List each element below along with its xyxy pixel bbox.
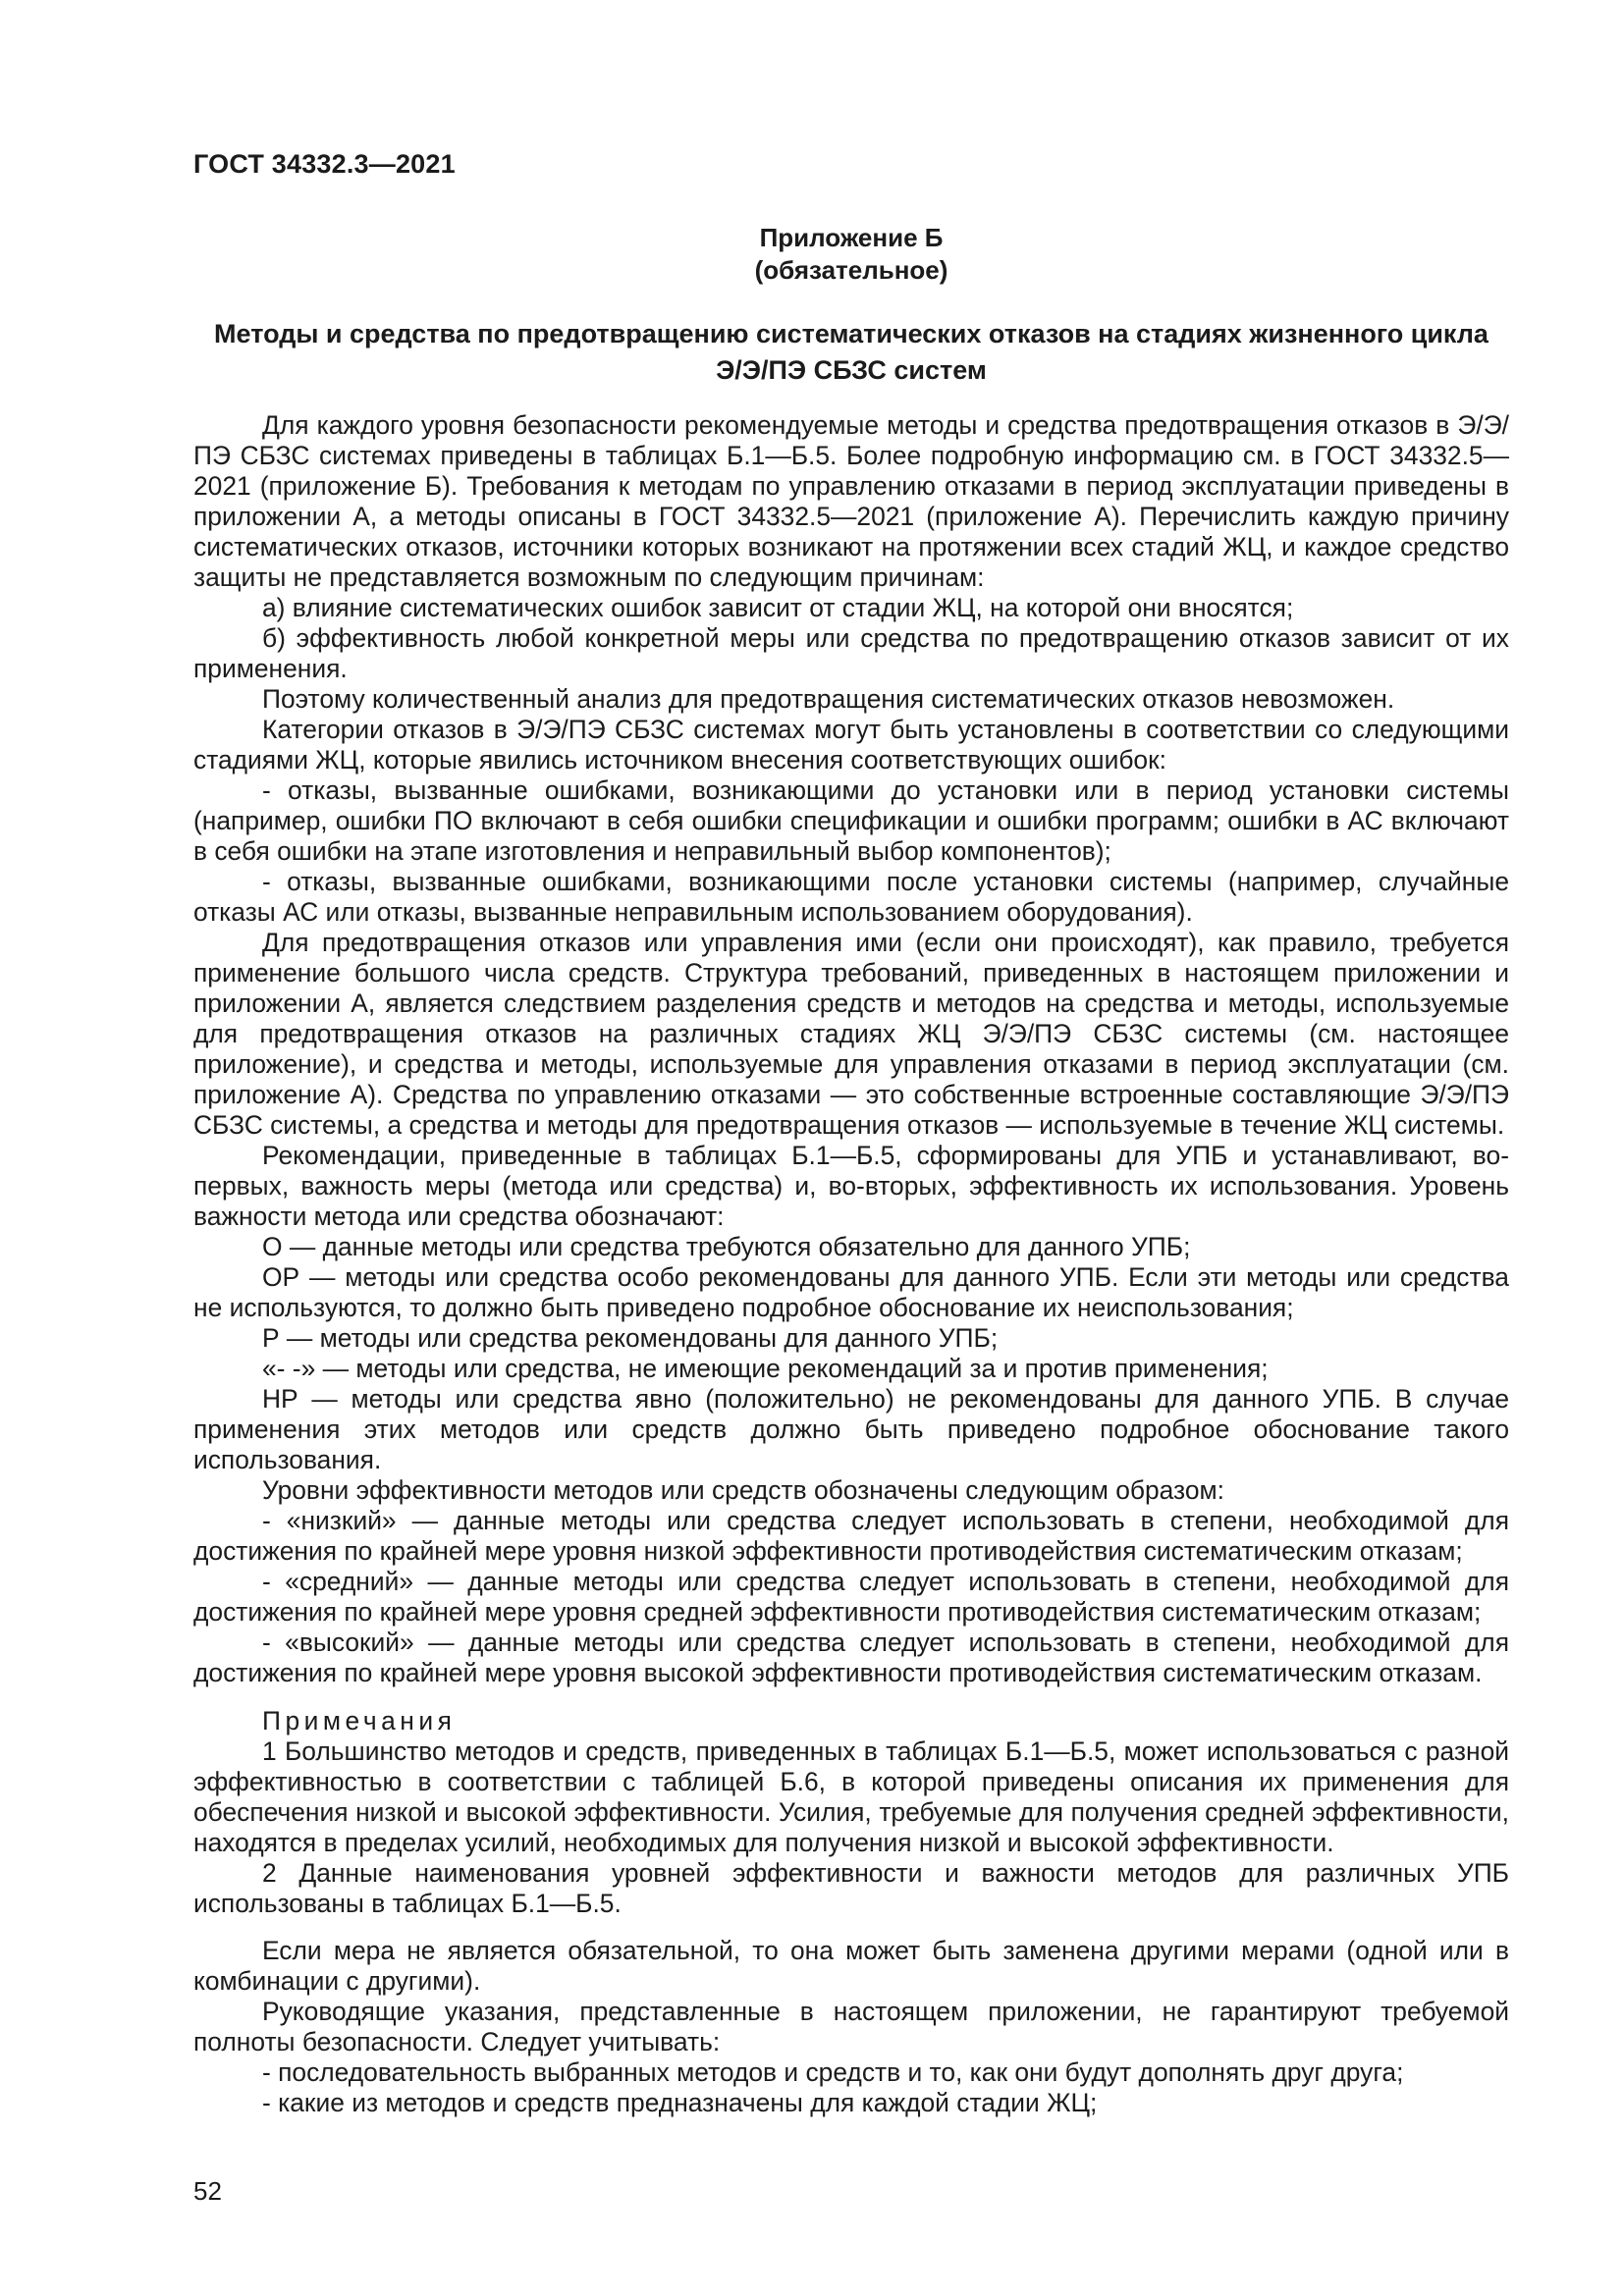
body-paragraph: Уровни эффективности методов или средств обозначены следующим образом: bbox=[262, 1475, 1225, 1505]
document-code-header: ГОСТ 34332.3—2021 bbox=[193, 149, 456, 179]
body-paragraph: - «высокий» — данные методы или средства следует использовать в степени, необходимой для достижения по крайней мере уровня высокой эффективности противодействия систематическим отказам. bbox=[193, 1628, 1509, 1687]
body-paragraph: Если мера не является обязательной, то она может быть заменена другими мерами (одной или в комбинации с другими). bbox=[193, 1936, 1509, 1996]
body-paragraph: Руководящие указания, представленные в настоящем приложении, не гарантируют требуемой полноты безопасности. Следует учитывать: bbox=[193, 1997, 1509, 2056]
body-paragraph: - «низкий» — данные методы или средства следует использовать в степени, необходимой для достижения по крайней мере уровня низкой эффективности противодействия систематическим отказам; bbox=[193, 1506, 1509, 1566]
note-item: 2 Данные наименования уровней эффективности и важности методов для различных УПБ использованы в таблицах Б.1—Б.5. bbox=[193, 1858, 1509, 1918]
body-paragraph: О — данные методы или средства требуются обязательно для данного УПБ; bbox=[262, 1232, 1191, 1261]
body-paragraph: «- -» — методы или средства, не имеющие рекомендаций за и против применения; bbox=[262, 1354, 1269, 1383]
annex-status: (обязательное) bbox=[754, 255, 948, 285]
body-paragraph: - «средний» — данные методы или средства следует использовать в степени, необходимой для достижения по крайней мере уровня средней эффективности противодействия систематическим отказам; bbox=[193, 1567, 1509, 1627]
annex-title: Приложение Б bbox=[759, 223, 944, 252]
note-item: 1 Большинство методов и средств, приведенных в таблицах Б.1—Б.5, может использоваться с разной эффективностью в соответствии с таблицей Б.6, в которой приведены описания их применения для обеспечения низкой и высокой эффективности. Усилия, требуемые для получения средней эффективности, находятся в пределах усилий, необходимых для получения низкой и высокой эффективности. bbox=[193, 1736, 1509, 1857]
body-paragraph: Рекомендации, приведенные в таблицах Б.1—Б.5, сформированы для УПБ и устанавливают, во-первых, важность меры (метода или средства) и, во-вторых, эффективность их использования. Уровень важности метода или средства обозначают: bbox=[193, 1141, 1509, 1231]
body-paragraph: Поэтому количественный анализ для предотвращения систематических отказов невозможен. bbox=[262, 684, 1395, 714]
page-number: 52 bbox=[193, 2176, 222, 2206]
body-paragraph: ОР — методы или средства особо рекомендованы для данного УПБ. Если эти методы или средства не используются, то должно быть приведено подробное обоснование их неиспользования; bbox=[193, 1262, 1509, 1322]
annex-subject bbox=[193, 316, 1509, 389]
list-item: - последовательность выбранных методов и средств и то, как они будут дополнять друг друга; bbox=[262, 2057, 1404, 2087]
body-paragraph: - отказы, вызванные ошибками, возникающими до установки или в период установки системы (например, ошибки ПО включают в себя ошибки спецификации и ошибки программ; ошибки в АС включают в себя ошибки на этапе изготовления и неправильный выбор компонентов); bbox=[193, 775, 1509, 866]
annex-subject-line-2: Э/Э/ПЭ СБЗС систем bbox=[716, 355, 987, 385]
list-item: - какие из методов и средств предназначены для каждой стадии ЖЦ; bbox=[262, 2088, 1098, 2117]
notes-heading: Примечания bbox=[262, 1706, 457, 1735]
body-paragraph: Для предотвращения отказов или управления ими (если они происходят), как правило, требуется применение большого числа средств. Структура требований, приведенных в настоящем приложении и приложении А, является следствием разделения средств и методов на средства и методы, используемые для предотвращения отказов на различных стадиях ЖЦ Э/Э/ПЭ СБЗС системы (см. настоящее приложение), и средства и методы, используемые для управления отказами в период эксплуатации (см. приложение А). Средства по управлению отказами — это собственные встроенные составляющие Э/Э/ПЭ СБЗС системы, а средства и методы для предотвращения отказов — используемые в течение ЖЦ системы. bbox=[193, 928, 1509, 1140]
document-body bbox=[193, 410, 1509, 2118]
body-paragraph: Р — методы или средства рекомендованы для данного УПБ; bbox=[262, 1323, 999, 1353]
body-paragraph: Для каждого уровня безопасности рекомендуемые методы и средства предотвращения отказов в Э/Э/ПЭ СБЗС системах приведены в таблицах Б.1—Б.5. Более подробную информацию см. в ГОСТ 34332.5—2021 (приложение Б). Требования к методам по управлению отказами в период эксплуатации приведены в приложении А, а методы описаны в ГОСТ 34332.5—2021 (приложение А). Перечислить каждую причину систематических отказов, источники которых возникают на протяжении всех стадий ЖЦ, и каждое средство защиты не представляется возможным по следующим причинам: bbox=[193, 410, 1509, 592]
annex-heading bbox=[193, 222, 1509, 287]
annex-subject-line-1: Методы и средства по предотвращению систематических отказов на стадиях жизненного цикла bbox=[214, 319, 1489, 348]
body-paragraph: а) влияние систематических ошибок зависит от стадии ЖЦ, на которой они вносятся; bbox=[262, 593, 1294, 622]
body-paragraph: НР — методы или средства явно (положительно) не рекомендованы для данного УПБ. В случае применения этих методов или средств должно быть приведено подробное обоснование такого использования. bbox=[193, 1384, 1509, 1474]
body-paragraph: б) эффективность любой конкретной меры или средства по предотвращению отказов зависит от их применения. bbox=[193, 623, 1509, 683]
body-paragraph: - отказы, вызванные ошибками, возникающими после установки системы (например, случайные отказы АС или отказы, вызванные неправильным использованием оборудования). bbox=[193, 867, 1509, 927]
body-paragraph: Категории отказов в Э/Э/ПЭ СБЗС системах могут быть установлены в соответствии со следующими стадиями ЖЦ, которые явились источником внесения соответствующих ошибок: bbox=[193, 715, 1509, 774]
